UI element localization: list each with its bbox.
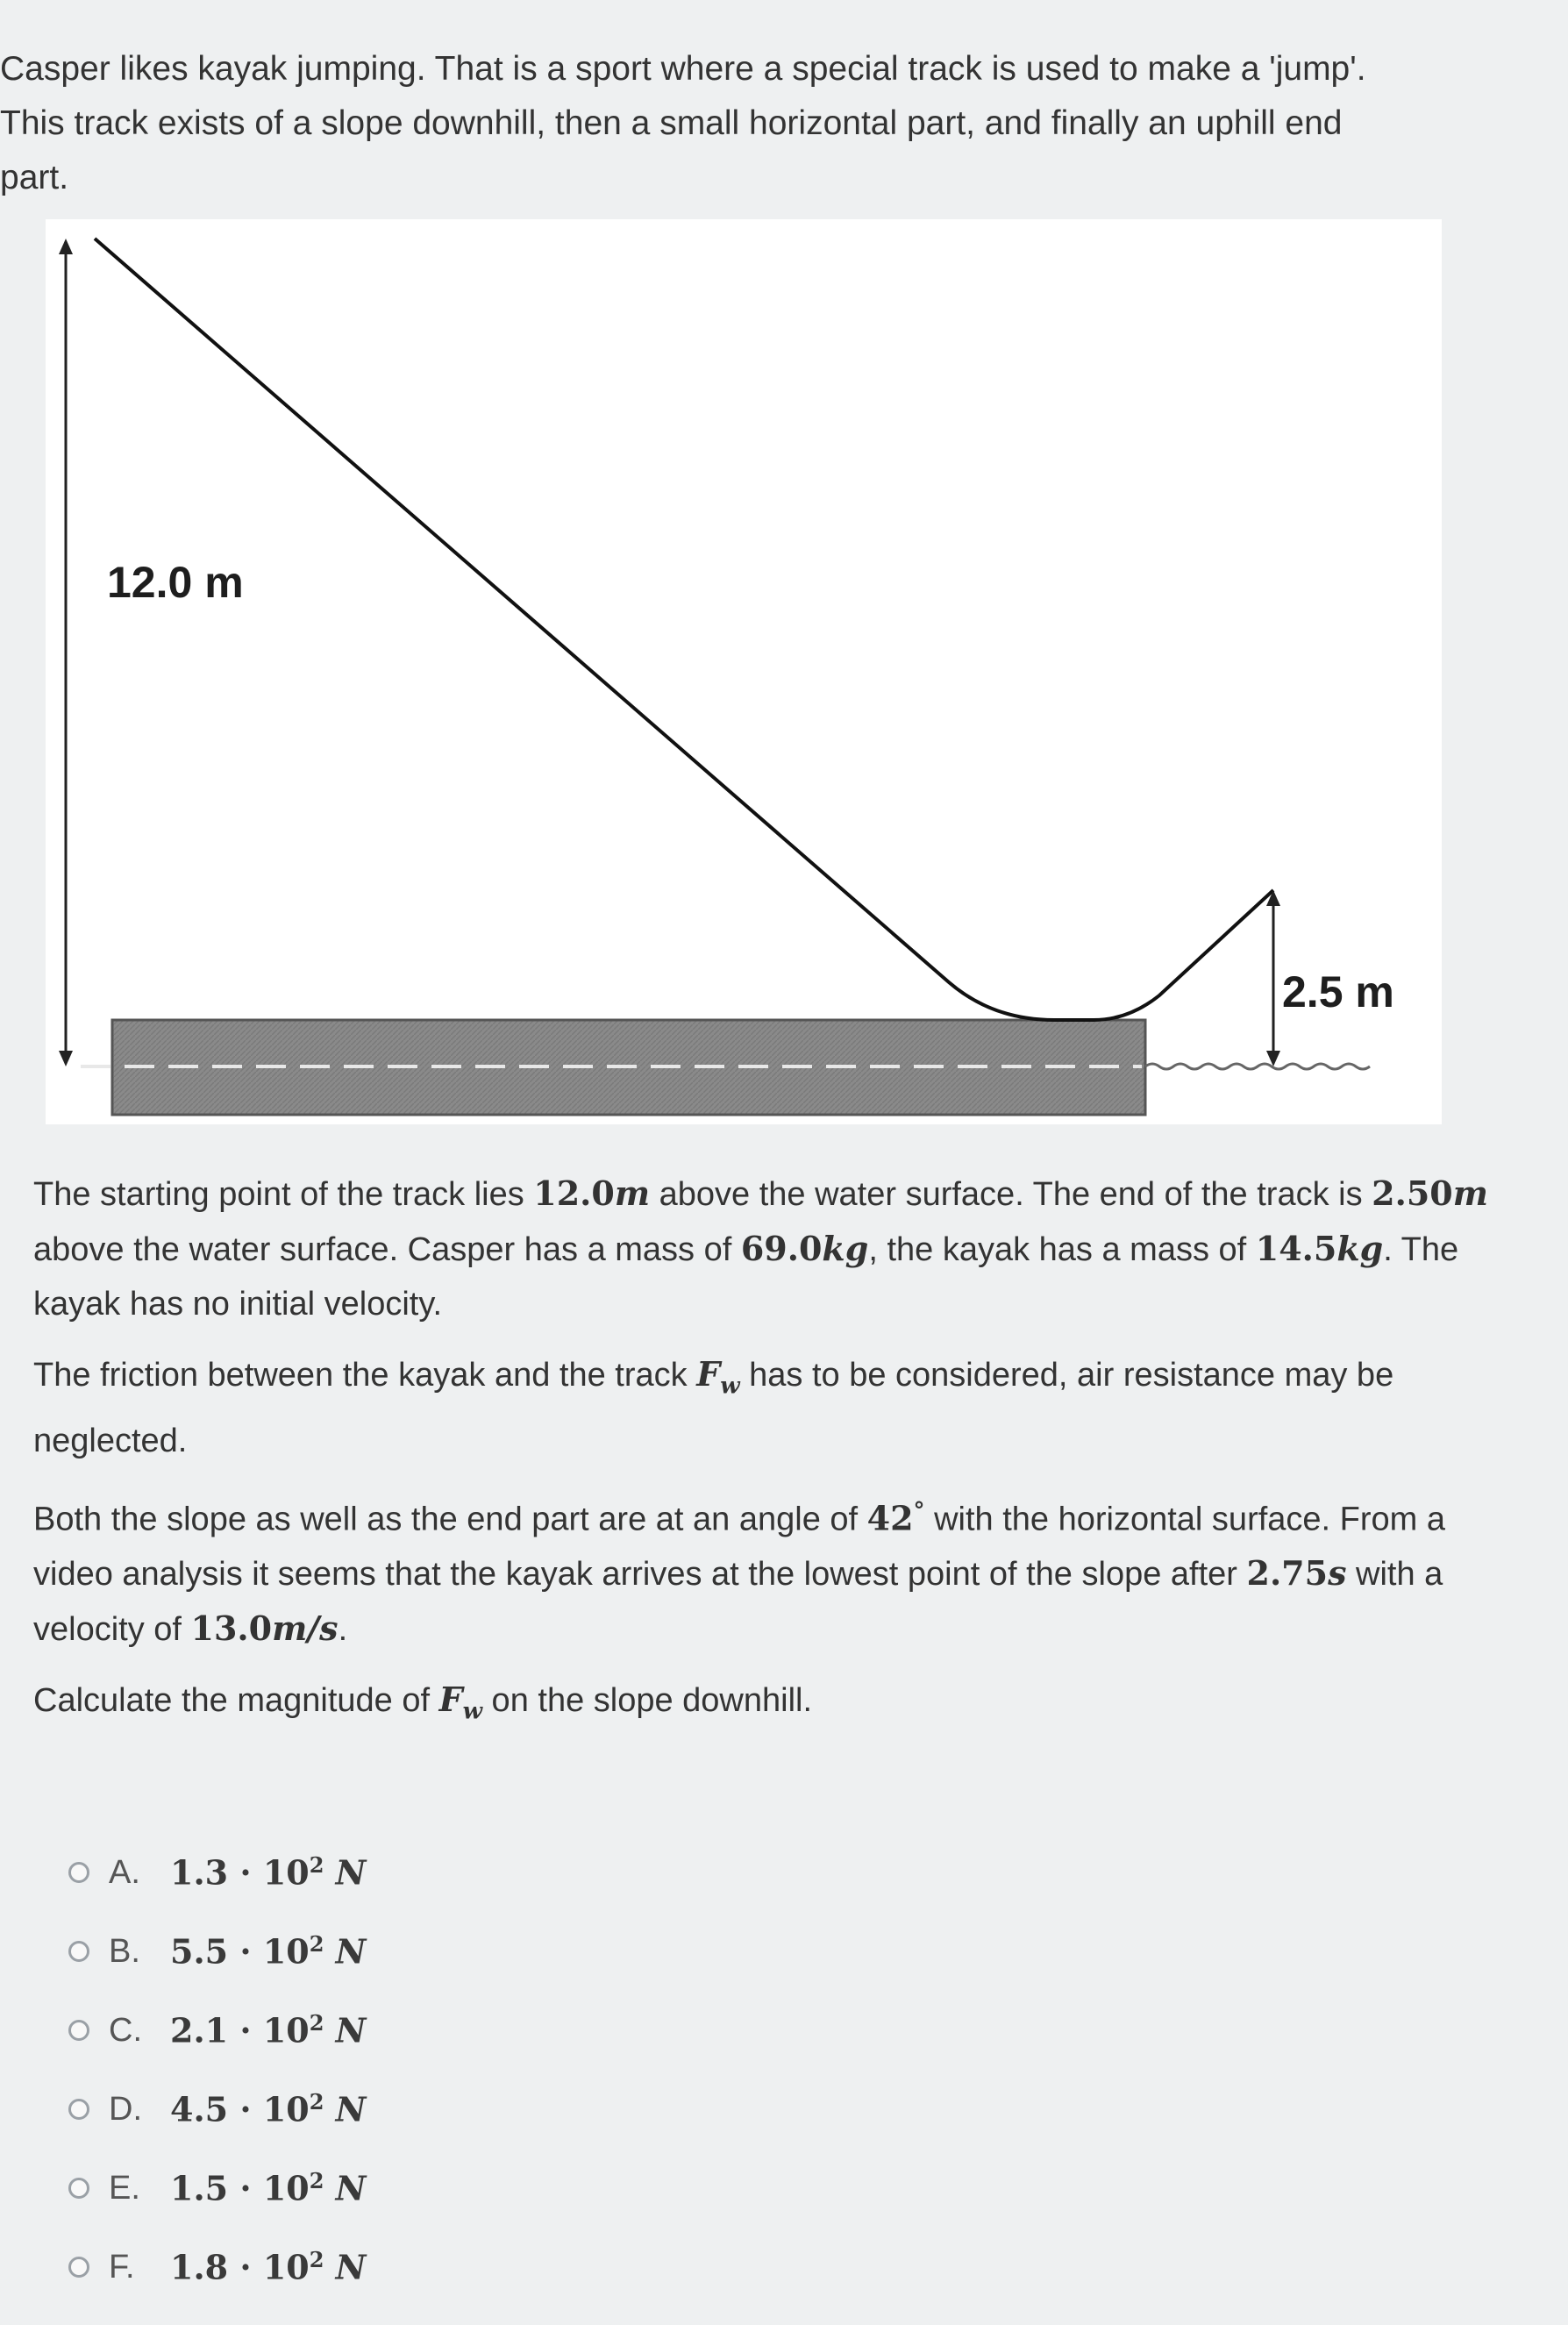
paragraph-heights-masses: The starting point of the track lies 12.0m above the water surface. The end of the track is 2.50m above the water surface. Casper has a mass of 69.0kg, the kayak has a mass of 14.5kg. The kayak has no initial velocity. (33, 1173, 1488, 1323)
radio-button-d[interactable] (68, 2099, 89, 2120)
end-height-label: 2.5 m (1282, 967, 1394, 1016)
answer-option-d[interactable] (68, 2070, 858, 2149)
option-letter: F. (109, 2248, 135, 2286)
intro-line-1: Casper likes kayak jumping. That is a sport where a special track is used to make a 'jump'. (0, 50, 1366, 88)
answer-option-a[interactable] (68, 1833, 858, 1912)
water-surface-waves (1145, 1064, 1370, 1069)
answer-option-f[interactable] (68, 2228, 858, 2307)
radio-button-f[interactable] (68, 2257, 89, 2278)
answer-option-e[interactable] (68, 2149, 858, 2228)
track-diagram-svg (46, 219, 1442, 1124)
intro-text (0, 42, 1508, 205)
question-prompt: Calculate the magnitude of $F_w$ on the slope downhill. (33, 1680, 813, 1725)
radio-button-c[interactable] (68, 2020, 89, 2041)
option-value: $1.5 \cdot 10^2$ N (170, 2168, 367, 2208)
option-value: $1.8 \cdot 10^2$ N (170, 2247, 367, 2287)
kayak-track (95, 239, 1273, 1020)
option-letter: E. (109, 2169, 140, 2207)
option-letter: B. (109, 1932, 140, 1970)
option-letter: C. (109, 2011, 142, 2049)
intro-line-2: This track exists of a slope downhill, then a small horizontal part, and finally an uphill end (0, 104, 1343, 142)
option-value: $2.1 \cdot 10^2$ N (170, 2010, 367, 2050)
radio-button-e[interactable] (68, 2178, 89, 2199)
option-value: $4.5 \cdot 10^2$ N (170, 2089, 367, 2129)
start-height-label: 12.0 m (107, 558, 244, 607)
paragraph-friction: The friction between the kayak and the track $F_w$ has to be considered, air resistance may be neglected. (33, 1354, 1394, 1459)
answer-options (68, 1833, 858, 2307)
radio-button-b[interactable] (68, 1941, 89, 1962)
answer-option-c[interactable] (68, 1991, 858, 2070)
radio-button-a[interactable] (68, 1862, 89, 1883)
start-height-arrow-top-head (59, 239, 73, 254)
answer-option-b[interactable] (68, 1912, 858, 1991)
problem-statement (33, 1166, 1524, 1755)
option-value: $5.5 \cdot 10^2$ N (170, 1931, 367, 1972)
start-height-arrow-bottom-head (59, 1051, 73, 1066)
track-diagram (46, 219, 1442, 1124)
paragraph-angle-velocity: Both the slope as well as the end part are at an angle of 42° with the horizontal surface. From a video analysis it seems that the kayak arrives at the lowest point of the slope after 2.75s with a velocity of 13.0m/s. (33, 1497, 1446, 1649)
intro-line-3: part. (0, 159, 69, 196)
option-letter: D. (109, 2090, 142, 2128)
option-letter: A. (109, 1853, 140, 1891)
option-value: $1.3 \cdot 10^2$ N (170, 1852, 367, 1893)
